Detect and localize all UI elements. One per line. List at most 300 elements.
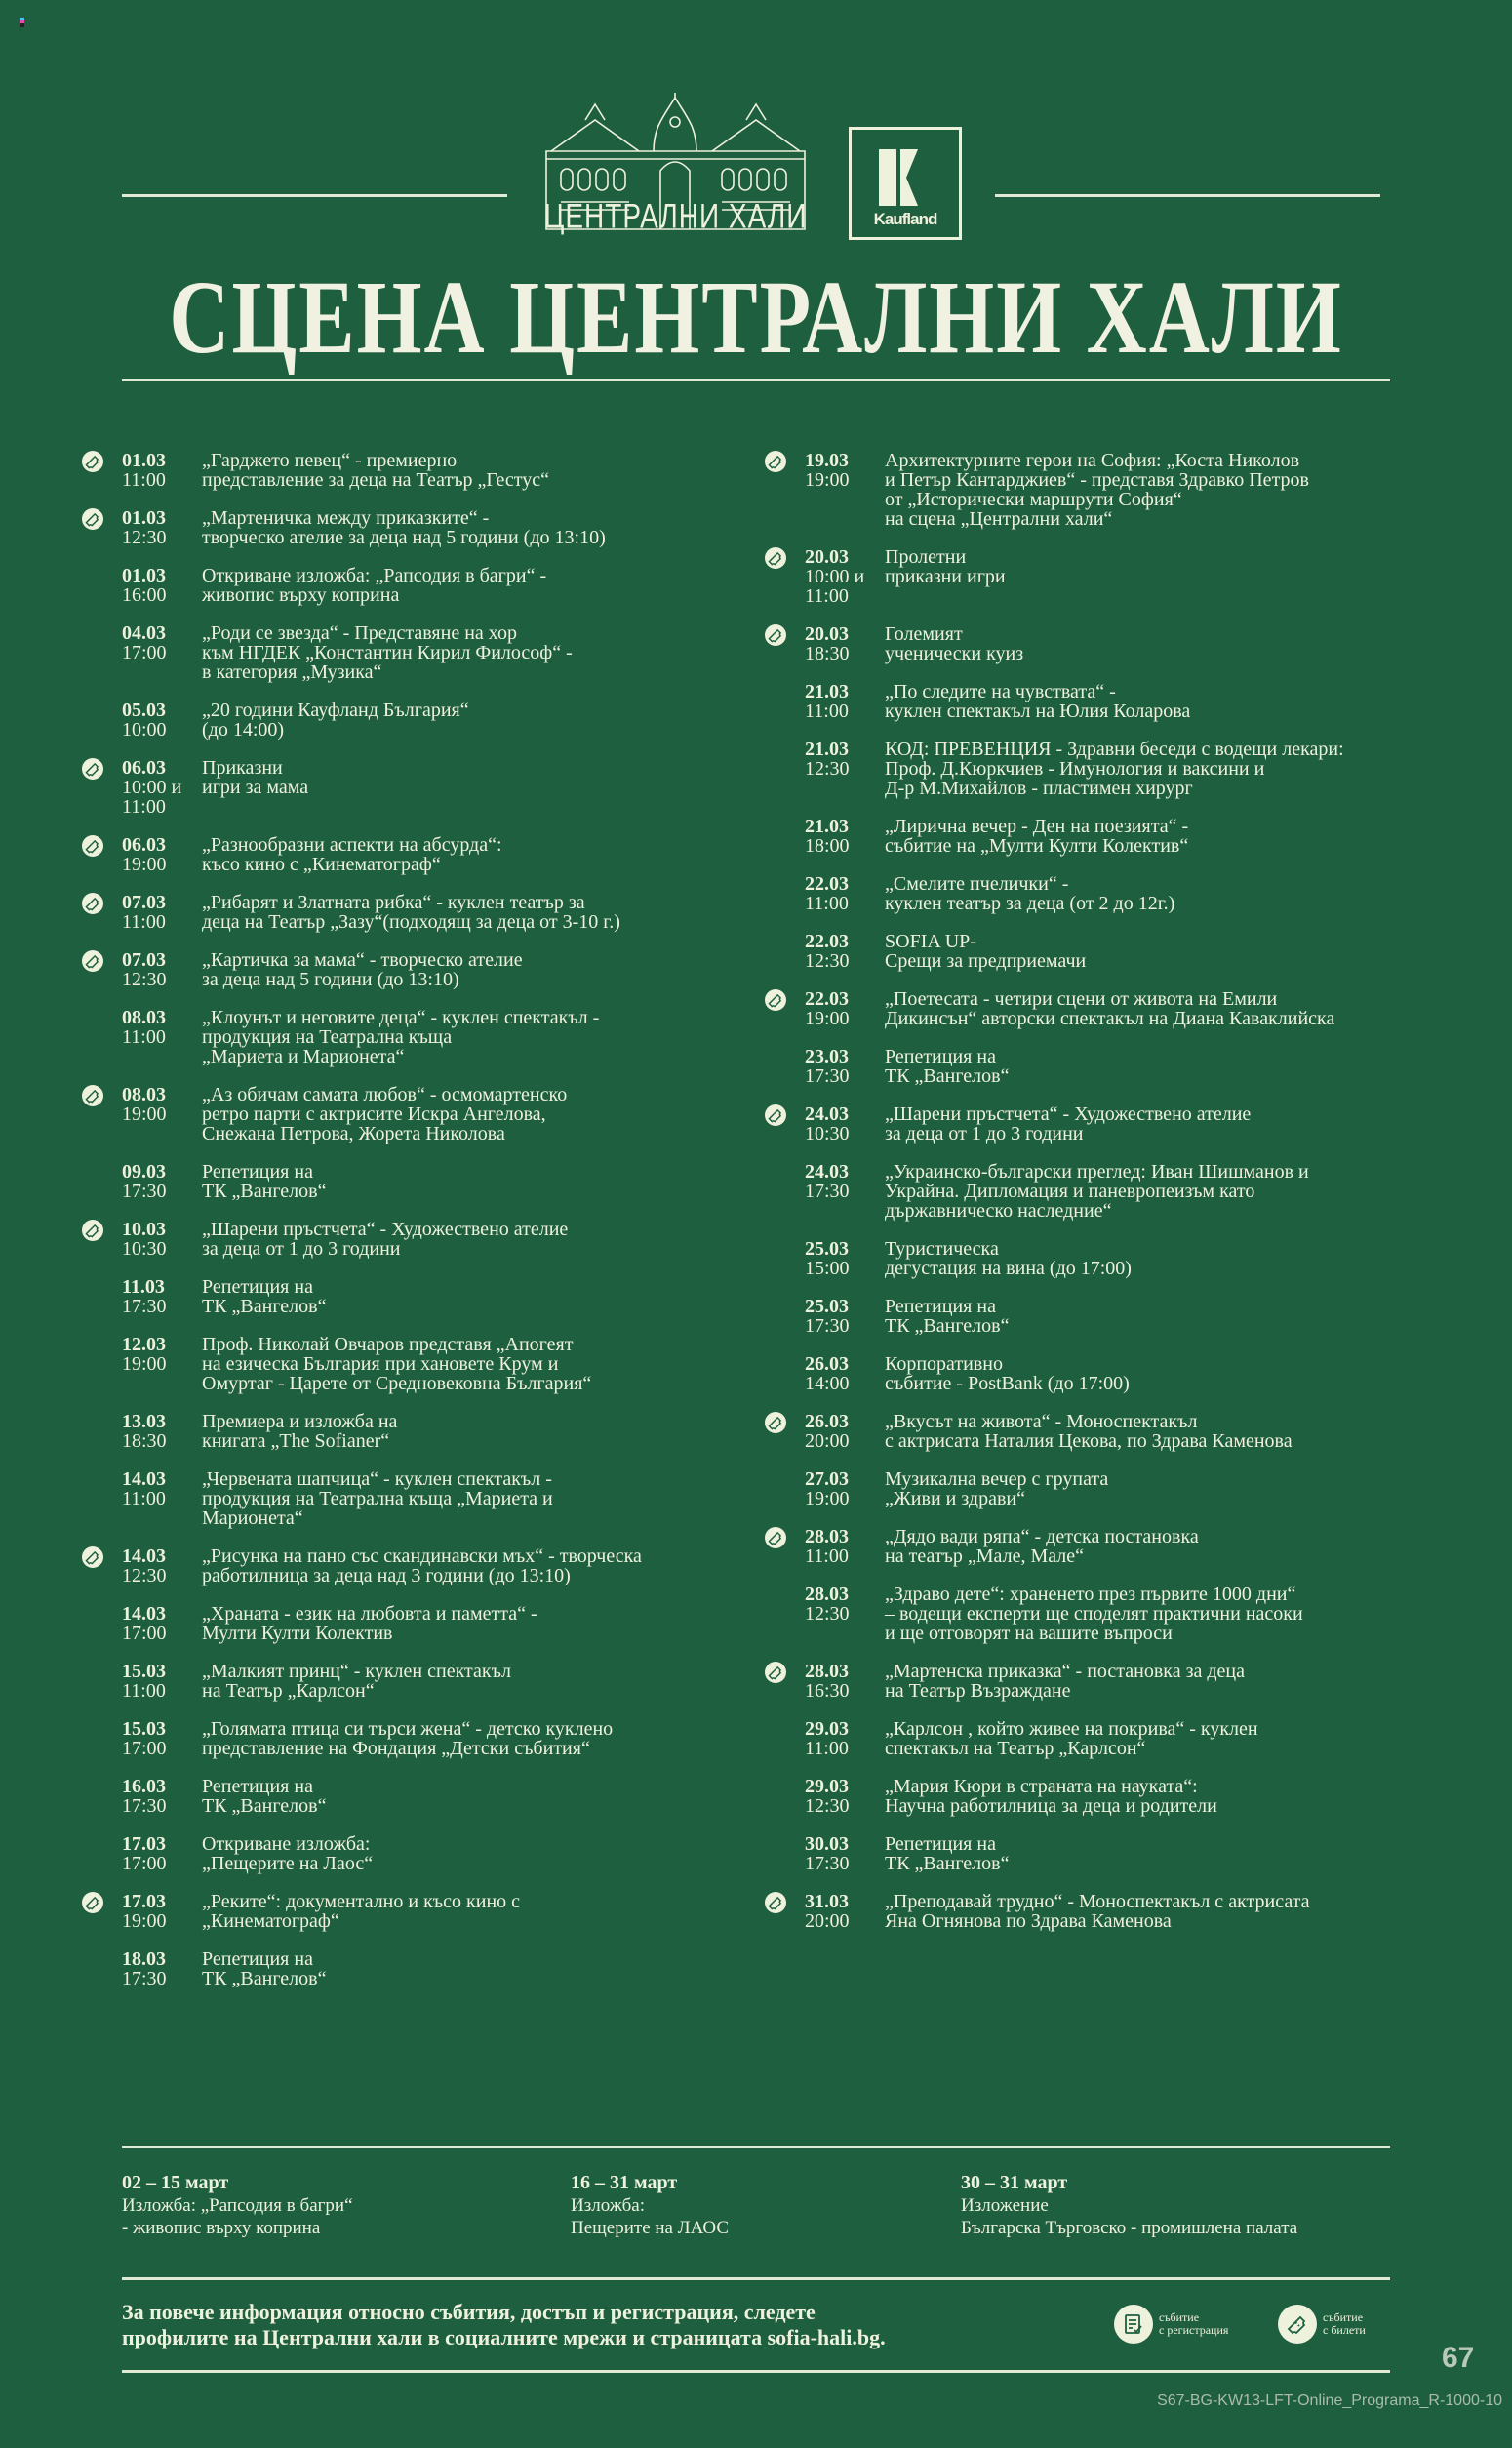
event-date: 07.03	[122, 949, 166, 971]
event-description-line: приказни игри	[885, 566, 1006, 587]
event-datetime	[122, 1546, 202, 1585]
event-date: 26.03	[805, 1411, 849, 1432]
event-date: 19.03	[805, 450, 849, 471]
event-datetime	[805, 1354, 885, 1393]
event-item	[761, 1662, 1434, 1701]
event-datetime	[805, 1239, 885, 1278]
event-time: 18:00	[805, 835, 850, 857]
event-description-line: Музикална вечер с групата	[885, 1468, 1109, 1490]
events-list-right	[761, 451, 1434, 1931]
ticket-icon	[765, 547, 786, 569]
event-item	[761, 1047, 1434, 1086]
event-description-line: Срещи за предприемачи	[885, 950, 1087, 972]
event-item	[78, 566, 751, 605]
event-item	[761, 1585, 1434, 1643]
legend-label: с билети	[1323, 2323, 1366, 2337]
legend-label: с регистрация	[1159, 2323, 1229, 2337]
event-time: 12:30	[122, 969, 167, 990]
event-description-line: „Вкусът на живота“ - Моноспектакъл	[885, 1411, 1198, 1432]
event-datetime	[122, 893, 202, 932]
event-time: 11:00	[122, 796, 166, 818]
event-item	[761, 1527, 1434, 1566]
event-description	[202, 1162, 751, 1201]
ticket-icon	[765, 1892, 786, 1913]
event-description-line: ТК „Вангелов“	[885, 1065, 1010, 1087]
event-time: 12:30	[805, 1603, 850, 1625]
kaufland-logo-text: Kaufland	[873, 210, 937, 228]
event-description-line: „Мартеничка между приказките“ -	[202, 507, 490, 529]
event-description	[202, 1777, 751, 1816]
event-datetime	[122, 1892, 202, 1931]
exhibition-line: Пещерите на ЛАОС	[571, 2218, 730, 2238]
event-description-line: Дикинсън“ авторски спектакъл на Диана Каваклийска	[885, 1008, 1335, 1029]
event-description-line: творческо ателие за деца над 5 години (до 13:10)	[202, 527, 606, 548]
event-time: 14:00	[805, 1373, 850, 1394]
event-description	[885, 740, 1434, 798]
event-item	[761, 1354, 1434, 1393]
event-date: 28.03	[805, 1584, 849, 1605]
event-date: 06.03	[122, 834, 166, 856]
event-time: 11:00	[805, 1738, 849, 1759]
event-description	[885, 1239, 1434, 1278]
event-datetime	[805, 1104, 885, 1144]
event-item	[761, 874, 1434, 913]
event-description	[202, 835, 751, 874]
event-time: 12:30	[805, 950, 850, 972]
event-datetime	[805, 1585, 885, 1643]
event-description-line: книгата „The Sofianer“	[202, 1430, 390, 1452]
event-time: 18:30	[122, 1430, 167, 1452]
event-date: 28.03	[805, 1661, 849, 1682]
event-item	[78, 623, 751, 682]
event-datetime	[805, 1412, 885, 1451]
event-time: 19:00	[122, 1910, 167, 1932]
event-time: 19:00	[805, 469, 850, 491]
event-date: 17.03	[122, 1891, 166, 1912]
ticket-icon	[765, 451, 786, 472]
ticket-icon	[765, 1662, 786, 1683]
event-item	[78, 1604, 751, 1643]
event-description	[885, 1469, 1434, 1508]
event-description	[885, 932, 1434, 971]
event-description-line: „Украинско-български преглед: Иван Шишманов и	[885, 1161, 1309, 1183]
event-description-line: живопис върху коприна	[202, 584, 400, 606]
event-item	[761, 1297, 1434, 1336]
event-description-line: Туристическа	[885, 1238, 999, 1260]
event-description	[202, 701, 751, 740]
event-description	[202, 1220, 751, 1259]
event-date: 01.03	[122, 450, 166, 471]
event-item	[78, 893, 751, 932]
event-description	[202, 1277, 751, 1316]
event-description-line: ТК „Вангелов“	[202, 1181, 327, 1202]
event-datetime	[805, 1777, 885, 1816]
event-datetime	[122, 1085, 202, 1144]
event-description-line: куклен театър за деца (от 2 до 12г.)	[885, 893, 1175, 914]
event-date: 20.03	[805, 546, 849, 568]
event-item	[78, 1662, 751, 1701]
event-description-line: „Червената шапчица“ - куклен спектакъл -	[202, 1468, 552, 1490]
event-description	[885, 451, 1434, 529]
event-description-line: „Карлсон , който живее на покрива“ - куклен	[885, 1718, 1258, 1740]
event-description	[885, 624, 1434, 663]
event-description	[202, 1949, 751, 1988]
event-description	[202, 623, 751, 682]
legend-registration	[1114, 2305, 1228, 2344]
event-description-line: Репетиция на	[885, 1833, 996, 1855]
event-description-line: Пролетни	[885, 546, 967, 568]
ticket-icon	[82, 758, 103, 780]
event-description	[885, 1777, 1434, 1816]
event-item	[761, 1162, 1434, 1221]
ticket-icon	[765, 1412, 786, 1433]
event-description-line: „Разнообразни аспекти на абсурда“:	[202, 834, 502, 856]
event-date: 04.03	[122, 622, 166, 644]
event-description-line: държавническо наследние“	[885, 1200, 1112, 1222]
event-description-line: Репетиция на	[202, 1948, 313, 1970]
event-description-line: „Храната - език на любовта и паметта“ -	[202, 1603, 537, 1625]
event-datetime	[122, 1008, 202, 1066]
event-description-line: „Клоунът и неговите деца“ - куклен спектакъл -	[202, 1007, 600, 1028]
ticket-icon	[82, 508, 103, 530]
event-item	[78, 451, 751, 490]
event-description	[202, 1008, 751, 1066]
event-description-line: на езическа България при хановете Крум и	[202, 1353, 559, 1375]
event-time: 10:00 и	[122, 777, 182, 798]
exhibition-period: 30 – 31 март	[961, 2172, 1068, 2193]
event-item	[78, 1546, 751, 1585]
event-datetime	[805, 1469, 885, 1508]
event-description-line: Яна Огнянова по Здрава Каменова	[885, 1910, 1172, 1932]
event-item	[78, 1949, 751, 1988]
event-description-line: „Аз обичам самата любов“ - осмомартенско	[202, 1084, 568, 1105]
exhibition-line: Изложение	[961, 2195, 1049, 2216]
event-time: 17:00	[122, 1623, 167, 1644]
event-date: 31.03	[805, 1891, 849, 1912]
event-item	[761, 547, 1434, 606]
event-datetime	[122, 1949, 202, 1988]
event-time: 17:00	[122, 642, 167, 663]
event-datetime	[805, 451, 885, 529]
event-item	[761, 817, 1434, 856]
ticket-icon	[82, 1546, 103, 1568]
event-time: 17:00	[122, 1853, 167, 1874]
event-date: 09.03	[122, 1161, 166, 1183]
event-description-line: Проф. Николай Овчаров представя „Апогеят	[202, 1334, 574, 1355]
event-description	[885, 1834, 1434, 1873]
event-description-line: спектакъл на Театър „Карлсон“	[885, 1738, 1146, 1759]
event-datetime	[805, 1527, 885, 1566]
event-description-line: „Рибарят и Златната рибка“ - куклен театър за	[202, 892, 585, 913]
event-description-line: дегустация на вина (до 17:00)	[885, 1258, 1132, 1279]
event-datetime	[122, 1335, 202, 1393]
info-text	[122, 2300, 886, 2350]
event-item	[78, 1469, 751, 1528]
event-description-line: „Смелите пчелички“ -	[885, 873, 1069, 895]
event-description-line: Репетиция на	[202, 1276, 313, 1298]
exhibition-line: - живопис върху коприна	[122, 2218, 321, 2238]
event-description-line: (до 14:00)	[202, 719, 285, 741]
registration-form-icon	[1114, 2305, 1153, 2344]
event-item	[761, 989, 1434, 1028]
event-date: 08.03	[122, 1084, 166, 1105]
event-item	[78, 1220, 751, 1259]
event-description-line: на Театър „Карлсон“	[202, 1680, 375, 1702]
event-description-line: ученически куиз	[885, 643, 1024, 664]
event-datetime	[122, 758, 202, 817]
event-date: 11.03	[122, 1276, 165, 1298]
event-datetime	[805, 874, 885, 913]
event-datetime	[805, 547, 885, 606]
event-time: 19:00	[805, 1488, 850, 1509]
central-halls-logo-text: ЦЕНТРАЛНИ ХАЛИ	[543, 197, 808, 235]
event-description-line: Проф. Д.Кюркчиев - Имунология и ваксини и	[885, 758, 1265, 780]
event-description-line: Корпоративно	[885, 1353, 1003, 1375]
event-description	[202, 508, 751, 547]
event-datetime	[122, 701, 202, 740]
legend-tickets	[1278, 2305, 1366, 2344]
event-description-line: в категория „Музика“	[202, 662, 382, 683]
event-date: 07.03	[122, 892, 166, 913]
event-description	[885, 547, 1434, 606]
event-description	[202, 1412, 751, 1451]
event-datetime	[805, 989, 885, 1028]
event-date: 28.03	[805, 1526, 849, 1547]
event-date: 25.03	[805, 1296, 849, 1317]
event-description	[202, 1719, 751, 1758]
ticket-icon	[82, 893, 103, 914]
event-datetime	[122, 1220, 202, 1259]
exhibition-period: 02 – 15 март	[122, 2172, 229, 2193]
event-description-line: Приказни	[202, 757, 283, 779]
event-description-line: Мулти Култи Колектив	[202, 1623, 393, 1644]
event-item	[78, 701, 751, 740]
document-code: S67-BG-KW13-LFT-Online_Programa_R-1000-10	[1157, 2392, 1502, 2409]
event-description-line: събитие - PostBank (до 17:00)	[885, 1373, 1130, 1394]
ticket-icon	[82, 950, 103, 972]
event-description-line: „Картичка за мама“ - творческо ателие	[202, 949, 523, 971]
event-description-line: Научна работилница за деца и родители	[885, 1795, 1217, 1817]
event-item	[78, 1085, 751, 1144]
event-date: 14.03	[122, 1468, 166, 1490]
event-time: 17:30	[122, 1968, 167, 1989]
event-description-line: Украйна. Дипломация и паневропеизъм като	[885, 1181, 1255, 1202]
event-item	[78, 1719, 751, 1758]
event-description-line: Омуртаг - Царете от Средновековна България“	[202, 1373, 592, 1394]
event-description-line: продукция на Театрална къща „Мариета и	[202, 1488, 553, 1509]
event-description-line: ТК „Вангелов“	[202, 1795, 327, 1817]
event-datetime	[122, 950, 202, 989]
header-divider-left	[122, 194, 507, 197]
event-date: 16.03	[122, 1776, 166, 1797]
event-time: 19:00	[122, 1353, 167, 1375]
event-description-line: късо кино с „Кинематограф“	[202, 854, 441, 875]
event-description-line: „Голямата птица си търси жена“ - детско куклено	[202, 1718, 614, 1740]
event-time: 18:30	[805, 643, 850, 664]
event-time: 12:30	[122, 1565, 167, 1586]
event-description	[202, 1469, 751, 1528]
event-time: 16:00	[122, 584, 167, 606]
event-description-line: „Живи и здрави“	[885, 1488, 1025, 1509]
event-description-line: Репетиция на	[885, 1046, 996, 1067]
event-description	[202, 1892, 751, 1931]
event-time: 17:30	[122, 1296, 167, 1317]
event-date: 17.03	[122, 1833, 166, 1855]
event-time: 20:00	[805, 1430, 850, 1452]
event-description-line: „Здраво дете“: храненето през първите 1000 дни“	[885, 1584, 1296, 1605]
event-item	[761, 1777, 1434, 1816]
event-datetime	[122, 623, 202, 682]
event-description	[885, 1892, 1434, 1931]
ticket-icon	[82, 835, 103, 857]
event-description	[202, 1834, 751, 1873]
event-datetime	[805, 1662, 885, 1701]
event-description	[885, 1719, 1434, 1758]
event-item	[78, 1277, 751, 1316]
event-description-line: Марионета“	[202, 1507, 303, 1529]
exhibition-line: Изложба: „Рапсодия в багри“	[122, 2195, 353, 2216]
event-description-line: ретро парти с актрисите Искра Ангелова,	[202, 1104, 546, 1125]
event-description-line: ТК „Вангелов“	[885, 1853, 1010, 1874]
event-item	[761, 1412, 1434, 1451]
event-date: 15.03	[122, 1661, 166, 1682]
exhibition-period: 16 – 31 март	[571, 2172, 678, 2193]
event-description-line: Големият	[885, 623, 963, 645]
event-datetime	[122, 835, 202, 874]
event-description-line: „Рисунка на пано със скандинавски мъх“ - творческа	[202, 1545, 642, 1567]
event-item	[761, 1104, 1434, 1144]
event-description-line: за деца от 1 до 3 години	[885, 1123, 1084, 1144]
event-datetime	[122, 1662, 202, 1701]
event-item	[78, 1892, 751, 1931]
event-date: 01.03	[122, 565, 166, 586]
event-time: 11:00	[805, 1545, 849, 1567]
event-date: 12.03	[122, 1334, 166, 1355]
event-description	[885, 1104, 1434, 1144]
event-description	[885, 1527, 1434, 1566]
event-description-line: ТК „Вангелов“	[202, 1296, 327, 1317]
event-item	[78, 758, 751, 817]
event-time: 10:00	[122, 719, 167, 741]
event-datetime	[805, 1719, 885, 1758]
legend-label: събитие	[1323, 2310, 1364, 2324]
exhibition-1	[122, 2172, 353, 2239]
ticket-icon	[1278, 2305, 1317, 2344]
event-time: 11:00	[122, 911, 166, 933]
event-description-line: „По следите на чувствата“ -	[885, 681, 1116, 702]
event-item	[761, 451, 1434, 529]
event-item	[78, 1412, 751, 1451]
legend-label: събитие	[1159, 2310, 1200, 2324]
event-description-line: КОД: ПРЕВЕНЦИЯ - Здравни беседи с водещи лекари:	[885, 739, 1344, 760]
event-time: 15:00	[805, 1258, 850, 1279]
event-datetime	[805, 682, 885, 721]
event-date: 20.03	[805, 623, 849, 645]
event-description	[202, 1604, 751, 1643]
event-date: 21.03	[805, 739, 849, 760]
ticket-icon	[765, 624, 786, 646]
event-description-line: ТК „Вангелов“	[885, 1315, 1010, 1337]
ticket-icon	[82, 1220, 103, 1241]
event-time: 19:00	[122, 854, 167, 875]
info-divider-bottom	[122, 2370, 1390, 2373]
event-date: 24.03	[805, 1161, 849, 1183]
header-divider-right	[995, 194, 1380, 197]
print-color-marker	[20, 18, 24, 27]
event-datetime	[122, 1162, 202, 1201]
event-item	[761, 1834, 1434, 1873]
event-time: 11:00	[805, 893, 849, 914]
exhibition-3	[961, 2172, 1297, 2239]
event-date: 22.03	[805, 873, 849, 895]
event-datetime	[122, 451, 202, 490]
event-datetime	[122, 1719, 202, 1758]
event-time: 19:00	[805, 1008, 850, 1029]
event-description	[885, 1047, 1434, 1086]
event-date: 21.03	[805, 681, 849, 702]
event-time: 11:00	[122, 469, 166, 491]
event-description-line: „Мариета и Марионета“	[202, 1046, 405, 1067]
event-description-line: ТК „Вангелов“	[202, 1968, 327, 1989]
event-item	[761, 1892, 1434, 1931]
event-description-line: „Пещерите на Лаос“	[202, 1853, 374, 1874]
event-datetime	[805, 740, 885, 798]
exhibition-2	[571, 2172, 729, 2239]
event-time: 17:00	[122, 1738, 167, 1759]
event-time: 20:00	[805, 1910, 850, 1932]
event-description-line: „Реките“: документално и късо кино с	[202, 1891, 521, 1912]
event-description-line: деца на Театър „Зазу“(подходящ за деца от 3-10 г.)	[202, 911, 620, 933]
event-description-line: „Дядо вади ряпа“ - детска постановка	[885, 1526, 1199, 1547]
event-date: 15.03	[122, 1718, 166, 1740]
event-time: 17:30	[122, 1181, 167, 1202]
event-datetime	[122, 1469, 202, 1528]
event-description-line: „Мария Кюри в страната на науката“:	[885, 1776, 1198, 1797]
event-description-line: работилница за деца над 3 години (до 13:10)	[202, 1565, 571, 1586]
event-item	[761, 740, 1434, 798]
exhibitions-divider-top	[122, 2146, 1390, 2148]
ticket-icon	[82, 451, 103, 472]
event-date: 27.03	[805, 1468, 849, 1490]
event-item	[78, 950, 751, 989]
event-date: 30.03	[805, 1833, 849, 1855]
event-date: 08.03	[122, 1007, 166, 1028]
event-date: 13.03	[122, 1411, 166, 1432]
event-description	[885, 1585, 1434, 1643]
event-description	[885, 1412, 1434, 1451]
event-description-line: на Театър Възраждане	[885, 1680, 1071, 1702]
event-description	[202, 1085, 751, 1144]
event-item	[78, 1335, 751, 1393]
event-datetime	[122, 1277, 202, 1316]
event-description-line: „Малкият принц“ - куклен спектакъл	[202, 1661, 511, 1682]
event-time: 10:30	[805, 1123, 850, 1144]
event-description-line: SOFIA UP-	[885, 931, 976, 952]
event-description	[202, 1335, 751, 1393]
event-date: 05.03	[122, 700, 166, 721]
event-date: 18.03	[122, 1948, 166, 1970]
event-date: 06.03	[122, 757, 166, 779]
title-divider	[122, 379, 1390, 381]
event-datetime	[805, 1892, 885, 1931]
event-time: 12:30	[122, 527, 167, 548]
event-description	[202, 451, 751, 490]
event-description-line: за деца над 5 години (до 13:10)	[202, 969, 459, 990]
page-title: СЦЕНА ЦЕНТРАЛНИ ХАЛИ	[169, 258, 1343, 376]
event-description	[885, 874, 1434, 913]
event-description-line: игри за мама	[202, 777, 309, 798]
event-time: 10:30	[122, 1238, 167, 1260]
